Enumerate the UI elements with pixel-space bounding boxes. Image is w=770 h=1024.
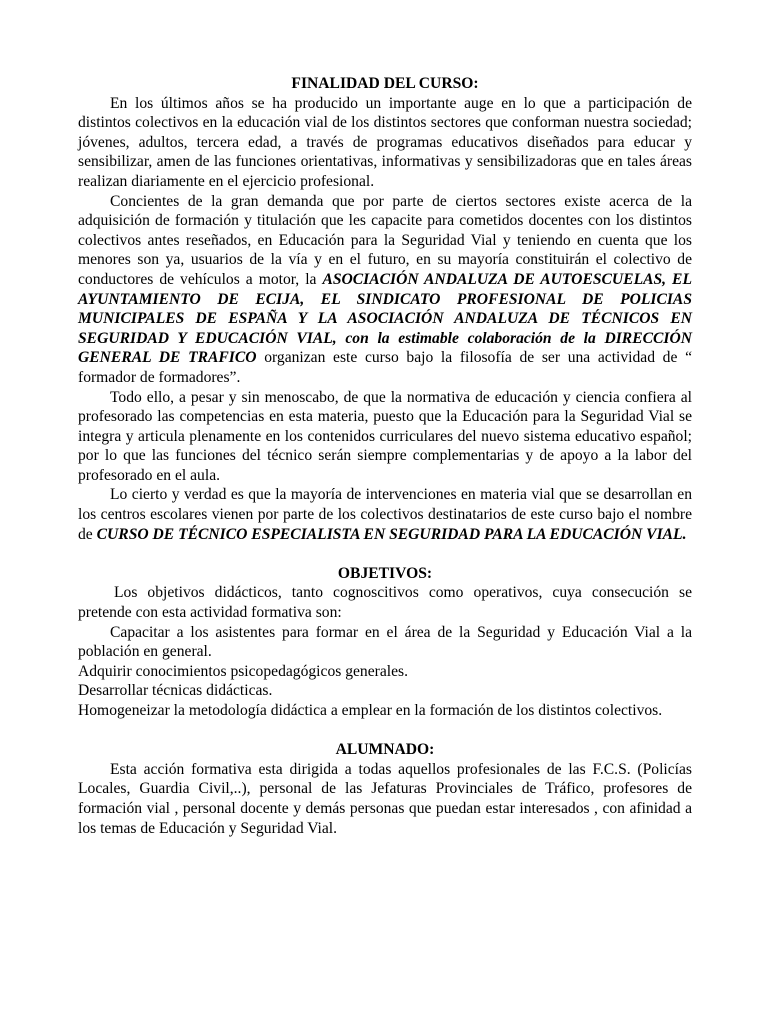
paragraph-objetivos-intro: Los objetivos didácticos, tanto cognoscitivos como operativos, cuya consecución se pretende con esta actividad formativa son:	[78, 584, 692, 622]
paragraph-normativa: Todo ello, a pesar y sin menoscabo, de que la normativa de educación y ciencia confiera al profesorado las competencias en esta materia, puesto que la Educación para la Seguridad Vial se integra y articula plenamente en los contenidos curriculares del nuevo sistema educativo español; por lo que las funciones del técnico serán siempre complementarias y de apoyo a la labor del profesorado en el aula.	[78, 388, 692, 484]
objective-item: Adquirir conocimientos psicopedagógicos generales.	[78, 662, 408, 680]
objective-item: Desarrollar técnicas didácticas.	[78, 682, 273, 700]
objective-item: Homogeneizar la metodología didáctica a emplear en la formación de los distintos colectivos.	[78, 702, 663, 719]
paragraph-organizers	[78, 192, 692, 388]
course-name: CURSO DE TÉCNICO ESPECIALISTA EN SEGURIDAD PARA LA EDUCACIÓN VIAL.	[96, 525, 687, 543]
paragraph-course-name-start: Lo cierto y verdad es que la mayoría de intervenciones en materia vial que se desarrollan en los centros escolares vienen por parte de los colectivos destinatarios de este curso bajo el nombre de	[78, 486, 692, 543]
objective-item: Capacitar a los asistentes para formar en el área de la Seguridad y Educación Vial a la población en general.	[78, 623, 692, 661]
heading-objetivos: OBJETIVOS:	[337, 564, 433, 582]
document-page	[78, 74, 692, 838]
paragraph-intro: En los últimos años se ha producido un importante auge en lo que a participación de distintos colectivos en la educación vial de los distintos sectores que conforman nuestra sociedad; jóvenes, adultos, tercera edad, a través de programas educativos diseñados para educar y sensibilizar, amen de las funciones orientativas, informativas y sensibilizadoras que en tales áreas realizan diariamente en el ejercicio profesional.	[78, 94, 692, 190]
organizers-names: ASOCIACIÓN ANDALUZA DE AUTOESCUELAS, EL AYUNTAMIENTO DE ECIJA, EL SINDICATO PROFESIONAL DE POLICIAS MUNICIPALES DE ESPAÑA Y LA ASOCIACIÓN ANDALUZA DE TÉCNICOS EN SEGURIDAD Y EDUCACIÓN VIAL, con la estimable colaboración de la DIRECCIÓN GENERAL DE TRAFICO	[78, 270, 692, 367]
paragraph-organizers-end: organizan este curso bajo la filosofía de ser una actividad de “ formador de formadores”.	[78, 349, 692, 386]
heading-alumnado: ALUMNADO:	[335, 741, 435, 759]
spacer	[78, 721, 692, 741]
paragraph-course-name	[78, 485, 692, 544]
spacer	[78, 544, 692, 564]
heading-finalidad: FINALIDAD DEL CURSO:	[291, 75, 479, 92]
paragraph-organizers-start: Concientes de la gran demanda que por parte de ciertos sectores existe acerca de la adquisición de formación y titulación que les capacite para cometidos docentes con los distintos colectivos antes reseñados, en Educación para la Seguridad Vial y teniendo en cuenta que los menores son ya, usuarios de la vía y en el futuro, en su mayoría constituirán el colectivo de conductores de vehículos a motor, la	[78, 192, 692, 288]
paragraph-alumnado: Esta acción formativa esta dirigida a todas aquellos profesionales de las F.C.S. (Policías Locales, Guardia Civil,..), personal de las Jefaturas Provinciales de Tráfico, profesores de formación vial , personal docente y demás personas que puedan estar interesados , con afinidad a los temas de Educación y Seguridad Vial.	[78, 760, 692, 837]
